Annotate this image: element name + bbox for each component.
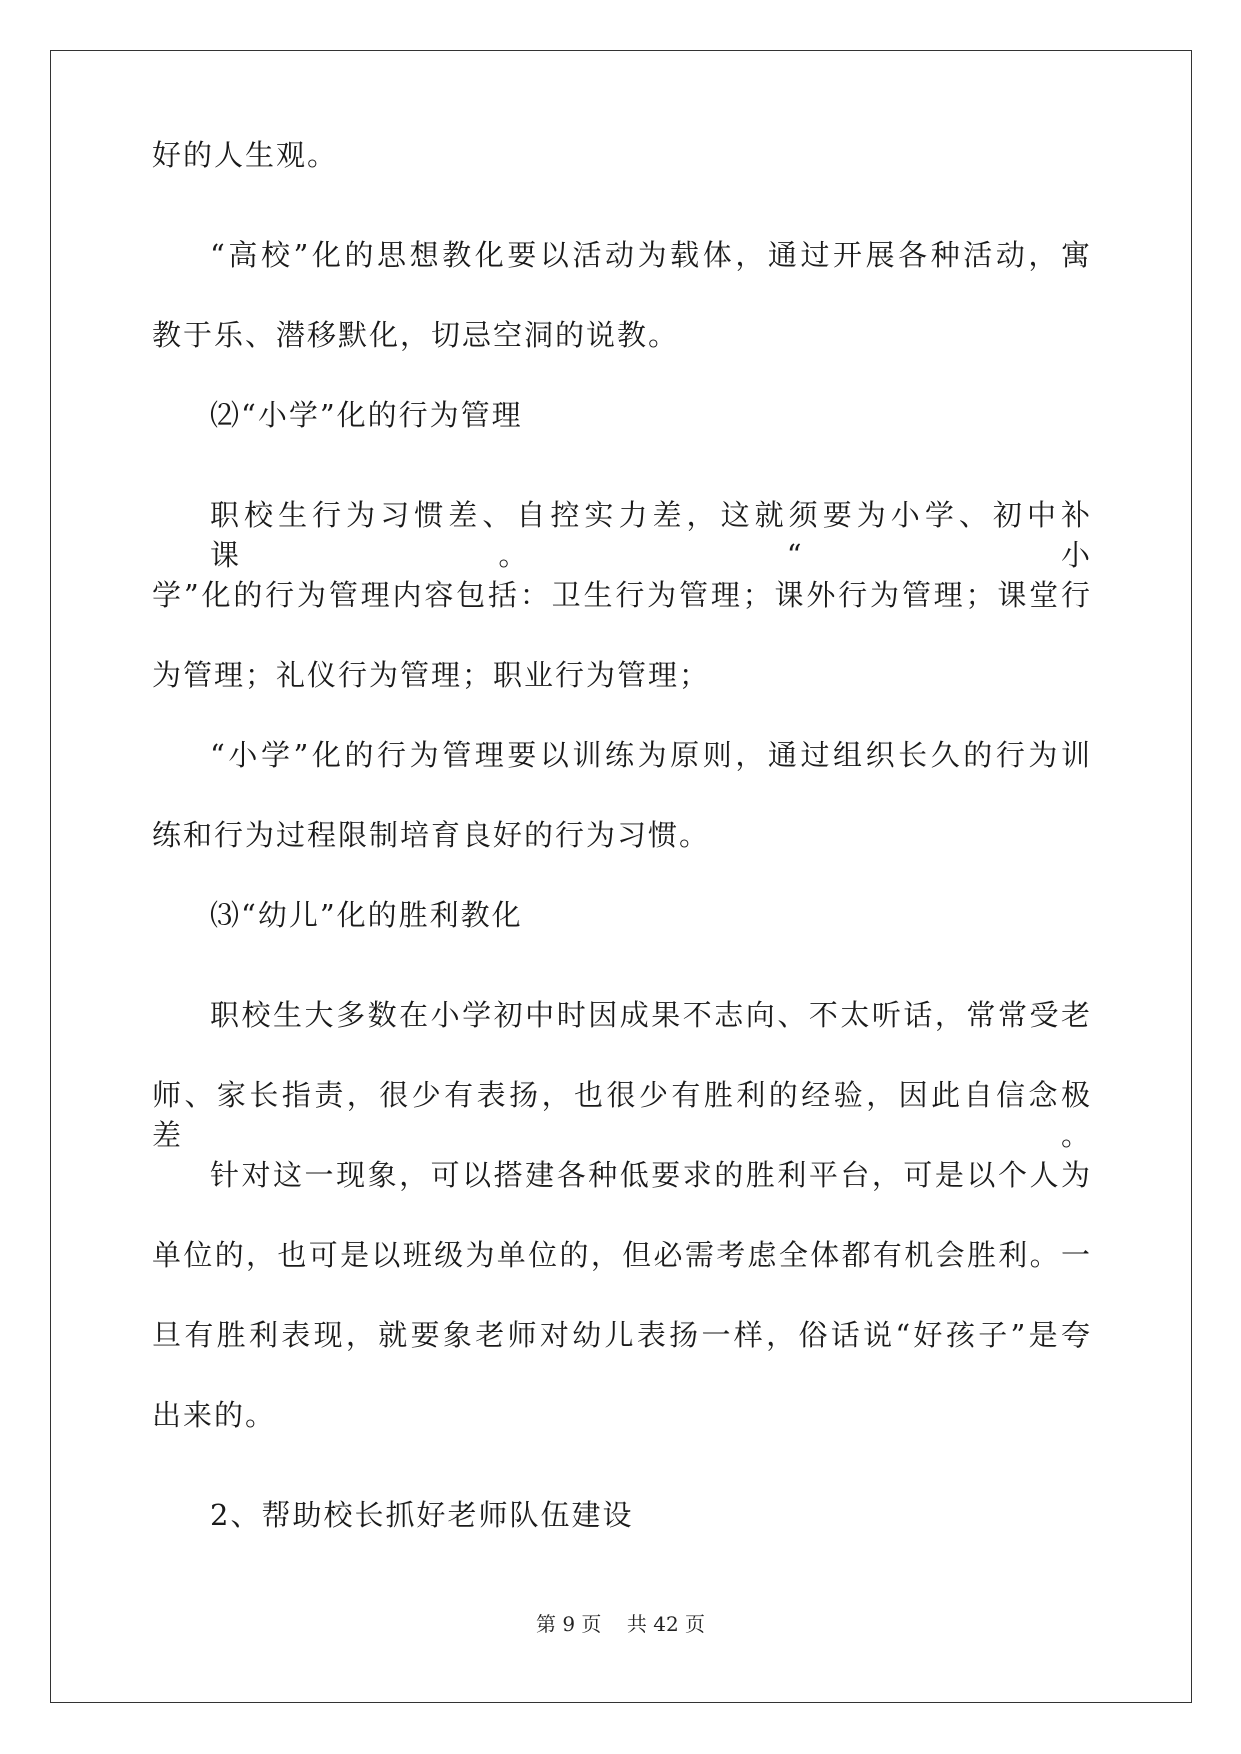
page-border [50, 50, 1192, 1703]
text-line: 出来的。 [152, 1398, 277, 1432]
text-line: 练和行为过程限制培育良好的行为习惯。 [152, 818, 711, 852]
text-line: ⑶“幼儿”化的胜利教化 [210, 898, 523, 932]
text-line: 单位的，也可是以班级为单位的，但必需考虑全体都有机会胜利。一 [152, 1238, 1092, 1272]
text-line: 好的人生观。 [152, 138, 339, 172]
text-line: 旦有胜利表现，就要象老师对幼儿表扬一样，俗话说“好孩子”是夸 [152, 1318, 1092, 1352]
text-line: “高校”化的思想教化要以活动为载体，通过开展各种活动，寓 [210, 238, 1092, 272]
text-line: 2、帮助校长抓好老师队伍建设 [210, 1498, 634, 1532]
text-line: 职校生大多数在小学初中时因成果不志向、不太听话，常常受老 [210, 998, 1092, 1032]
text-line: ⑵“小学”化的行为管理 [210, 398, 523, 432]
page-number: 第 9 页 [535, 1612, 602, 1636]
text-line: 学”化的行为管理内容包括：卫生行为管理；课外行为管理；课堂行 [152, 578, 1092, 612]
text-line: 职校生行为习惯差、自控实力差，这就须要为小学、初中补课。“小 [210, 498, 1092, 572]
text-line: “小学”化的行为管理要以训练为原则，通过组织长久的行为训 [210, 738, 1092, 772]
text-line: 教于乐、潜移默化，切忌空洞的说教。 [152, 318, 680, 352]
text-line: 为管理；礼仪行为管理；职业行为管理； [152, 658, 711, 692]
page-total: 共 42 页 [626, 1612, 706, 1636]
text-line: 针对这一现象，可以搭建各种低要求的胜利平台，可是以个人为 [210, 1158, 1092, 1192]
page-footer [0, 1611, 1241, 1637]
text-line: 师、家长指责，很少有表扬，也很少有胜利的经验，因此自信念极差。 [152, 1078, 1092, 1152]
